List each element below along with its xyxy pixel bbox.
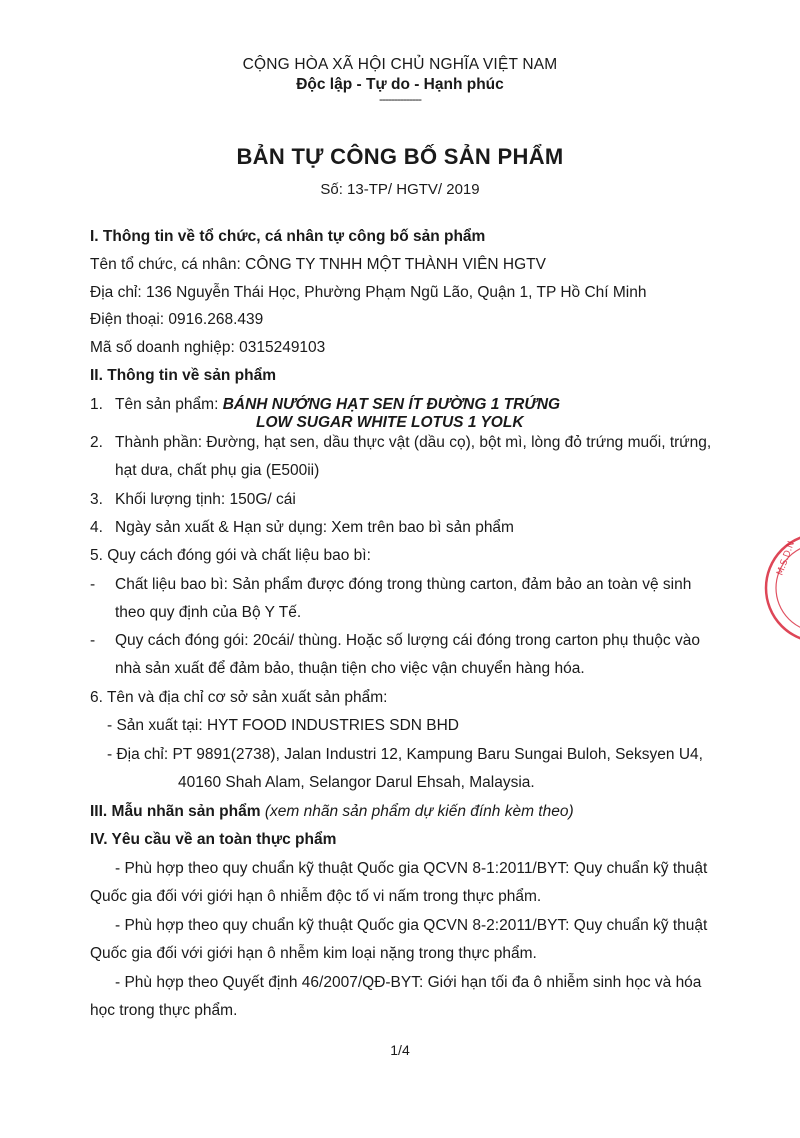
requirement1-line2: Quốc gia đối với giới hạn ô nhiễm độc tố vi nấm trong thực phẩm.	[90, 888, 542, 905]
product-name-line	[115, 396, 560, 414]
item2-number: 2.	[90, 434, 103, 451]
manufacturer-name: - Sản xuất tại: HYT FOOD INDUSTRIES SDN BHD	[107, 717, 459, 734]
section2-heading: II. Thông tin về sản phẩm	[90, 367, 277, 384]
requirement2-line2: Quốc gia đối với giới hạn ô nhễm kim loại nặng trong thực phẩm.	[90, 945, 537, 962]
phone-label: Điện thoại:	[90, 311, 169, 328]
document-title: BẢN TỰ CÔNG BỐ SẢN PHẨM	[236, 144, 564, 169]
item3-number: 3.	[90, 491, 103, 508]
section3-line	[90, 803, 574, 821]
production-expiry: Ngày sản xuất & Hạn sử dụng: Xem trên bao bì sản phẩm	[115, 519, 514, 536]
tax-code-line	[90, 339, 325, 357]
packaging-material-line2: theo quy định của Bộ Y Tế.	[115, 604, 302, 621]
phone-value: 0916.268.439	[168, 311, 264, 328]
svg-text:M.S.D.N: M.S.D.N	[775, 540, 798, 578]
page-number: 1/4	[390, 1042, 410, 1058]
org-name-line	[90, 256, 546, 274]
packaging-spec-dash: -	[90, 632, 96, 649]
requirement3-line1: - Phù hợp theo Quyết định 46/2007/QĐ-BYT: Giới hạn tối đa ô nhiễm sinh học và hóa	[115, 974, 702, 991]
packaging-heading: 5. Quy cách đóng gói và chất liệu bao bì:	[90, 547, 371, 564]
address-value: 136 Nguyễn Thái Học, Phường Phạm Ngũ Lão, Quận 1, TP Hồ Chí Minh	[146, 284, 647, 301]
product-name-label: Tên sản phẩm:	[115, 396, 223, 413]
requirement3-line2: học trong thực phẩm.	[90, 1002, 238, 1019]
net-weight: Khối lượng tịnh: 150G/ cái	[115, 491, 296, 508]
tax-code-value: 0315249103	[239, 339, 326, 356]
org-name-label: Tên tổ chức, cá nhân:	[90, 256, 246, 273]
packaging-material-line1: Chất liệu bao bì: Sản phẩm được đóng trong thùng carton, đảm bảo an toàn vệ sinh	[115, 576, 692, 593]
manufacturer-address-line2: 40160 Shah Alam, Selangor Darul Ehsah, Malaysia.	[178, 774, 535, 791]
document-number: Số: 13-TP/ HGTV/ 2019	[320, 181, 480, 198]
address-label: Địa chỉ:	[90, 284, 146, 301]
product-name-en: LOW SUGAR WHITE LOTUS 1 YOLK	[256, 414, 524, 431]
national-motto: Độc lập - Tự do - Hạnh phúc	[296, 76, 504, 93]
packaging-spec-line2: nhà sản xuất để đảm bảo, thuận tiện cho việc vận chuyển hàng hóa.	[115, 660, 585, 677]
item4-number: 4.	[90, 519, 103, 536]
address-line	[90, 284, 646, 302]
section1-heading: I. Thông tin về tổ chức, cá nhân tự công bố sản phẩm	[90, 228, 486, 245]
section3-note: (xem nhãn sản phẩm dự kiến đính kèm theo)	[264, 803, 574, 820]
item1-number: 1.	[90, 396, 103, 413]
manufacturer-address-line1: - Địa chỉ: PT 9891(2738), Jalan Industri 12, Kampung Baru Sungai Buloh, Seksyen U4,	[107, 746, 703, 763]
packaging-material-dash: -	[90, 576, 96, 593]
phone-line	[90, 311, 263, 329]
tax-code-label: Mã số doanh nghiệp:	[90, 339, 240, 356]
country-name: CỘNG HÒA XÃ HỘI CHỦ NGHĨA VIỆT NAM	[242, 56, 558, 73]
product-name-vi: BÁNH NƯỚNG HẠT SEN ÍT ĐƯỜNG 1 TRỨNG	[222, 396, 561, 413]
ingredients-line2: hạt dưa, chất phụ gia (E500ii)	[115, 462, 320, 479]
manufacturer-heading: 6. Tên và địa chỉ cơ sở sản xuất sản phẩm:	[90, 689, 388, 706]
red-stamp-seal	[762, 528, 800, 648]
org-name-value: CÔNG TY TNHH MỘT THÀNH VIÊN HGTV	[245, 256, 546, 273]
section4-heading: IV. Yêu cầu về an toàn thực phẩm	[90, 831, 337, 848]
requirement2-line1: - Phù hợp theo quy chuẩn kỹ thuật Quốc gia QCVN 8-2:2011/BYT: Quy chuẩn kỹ thuật	[115, 917, 708, 934]
ingredients-line1: Thành phần: Đường, hạt sen, dầu thực vật (dầu cọ), bột mì, lòng đỏ trứng muối, trứng,	[115, 434, 712, 451]
packaging-spec-line1: Quy cách đóng gói: 20cái/ thùng. Hoặc số lượng cái đóng trong carton phụ thuộc vào	[115, 632, 700, 649]
section3-heading: III. Mẫu nhãn sản phẩm	[90, 803, 265, 820]
requirement1-line1: - Phù hợp theo quy chuẩn kỹ thuật Quốc gia QCVN 8-1:2011/BYT: Quy chuẩn kỹ thuật	[115, 860, 708, 877]
header-separator: --------------	[379, 92, 421, 106]
